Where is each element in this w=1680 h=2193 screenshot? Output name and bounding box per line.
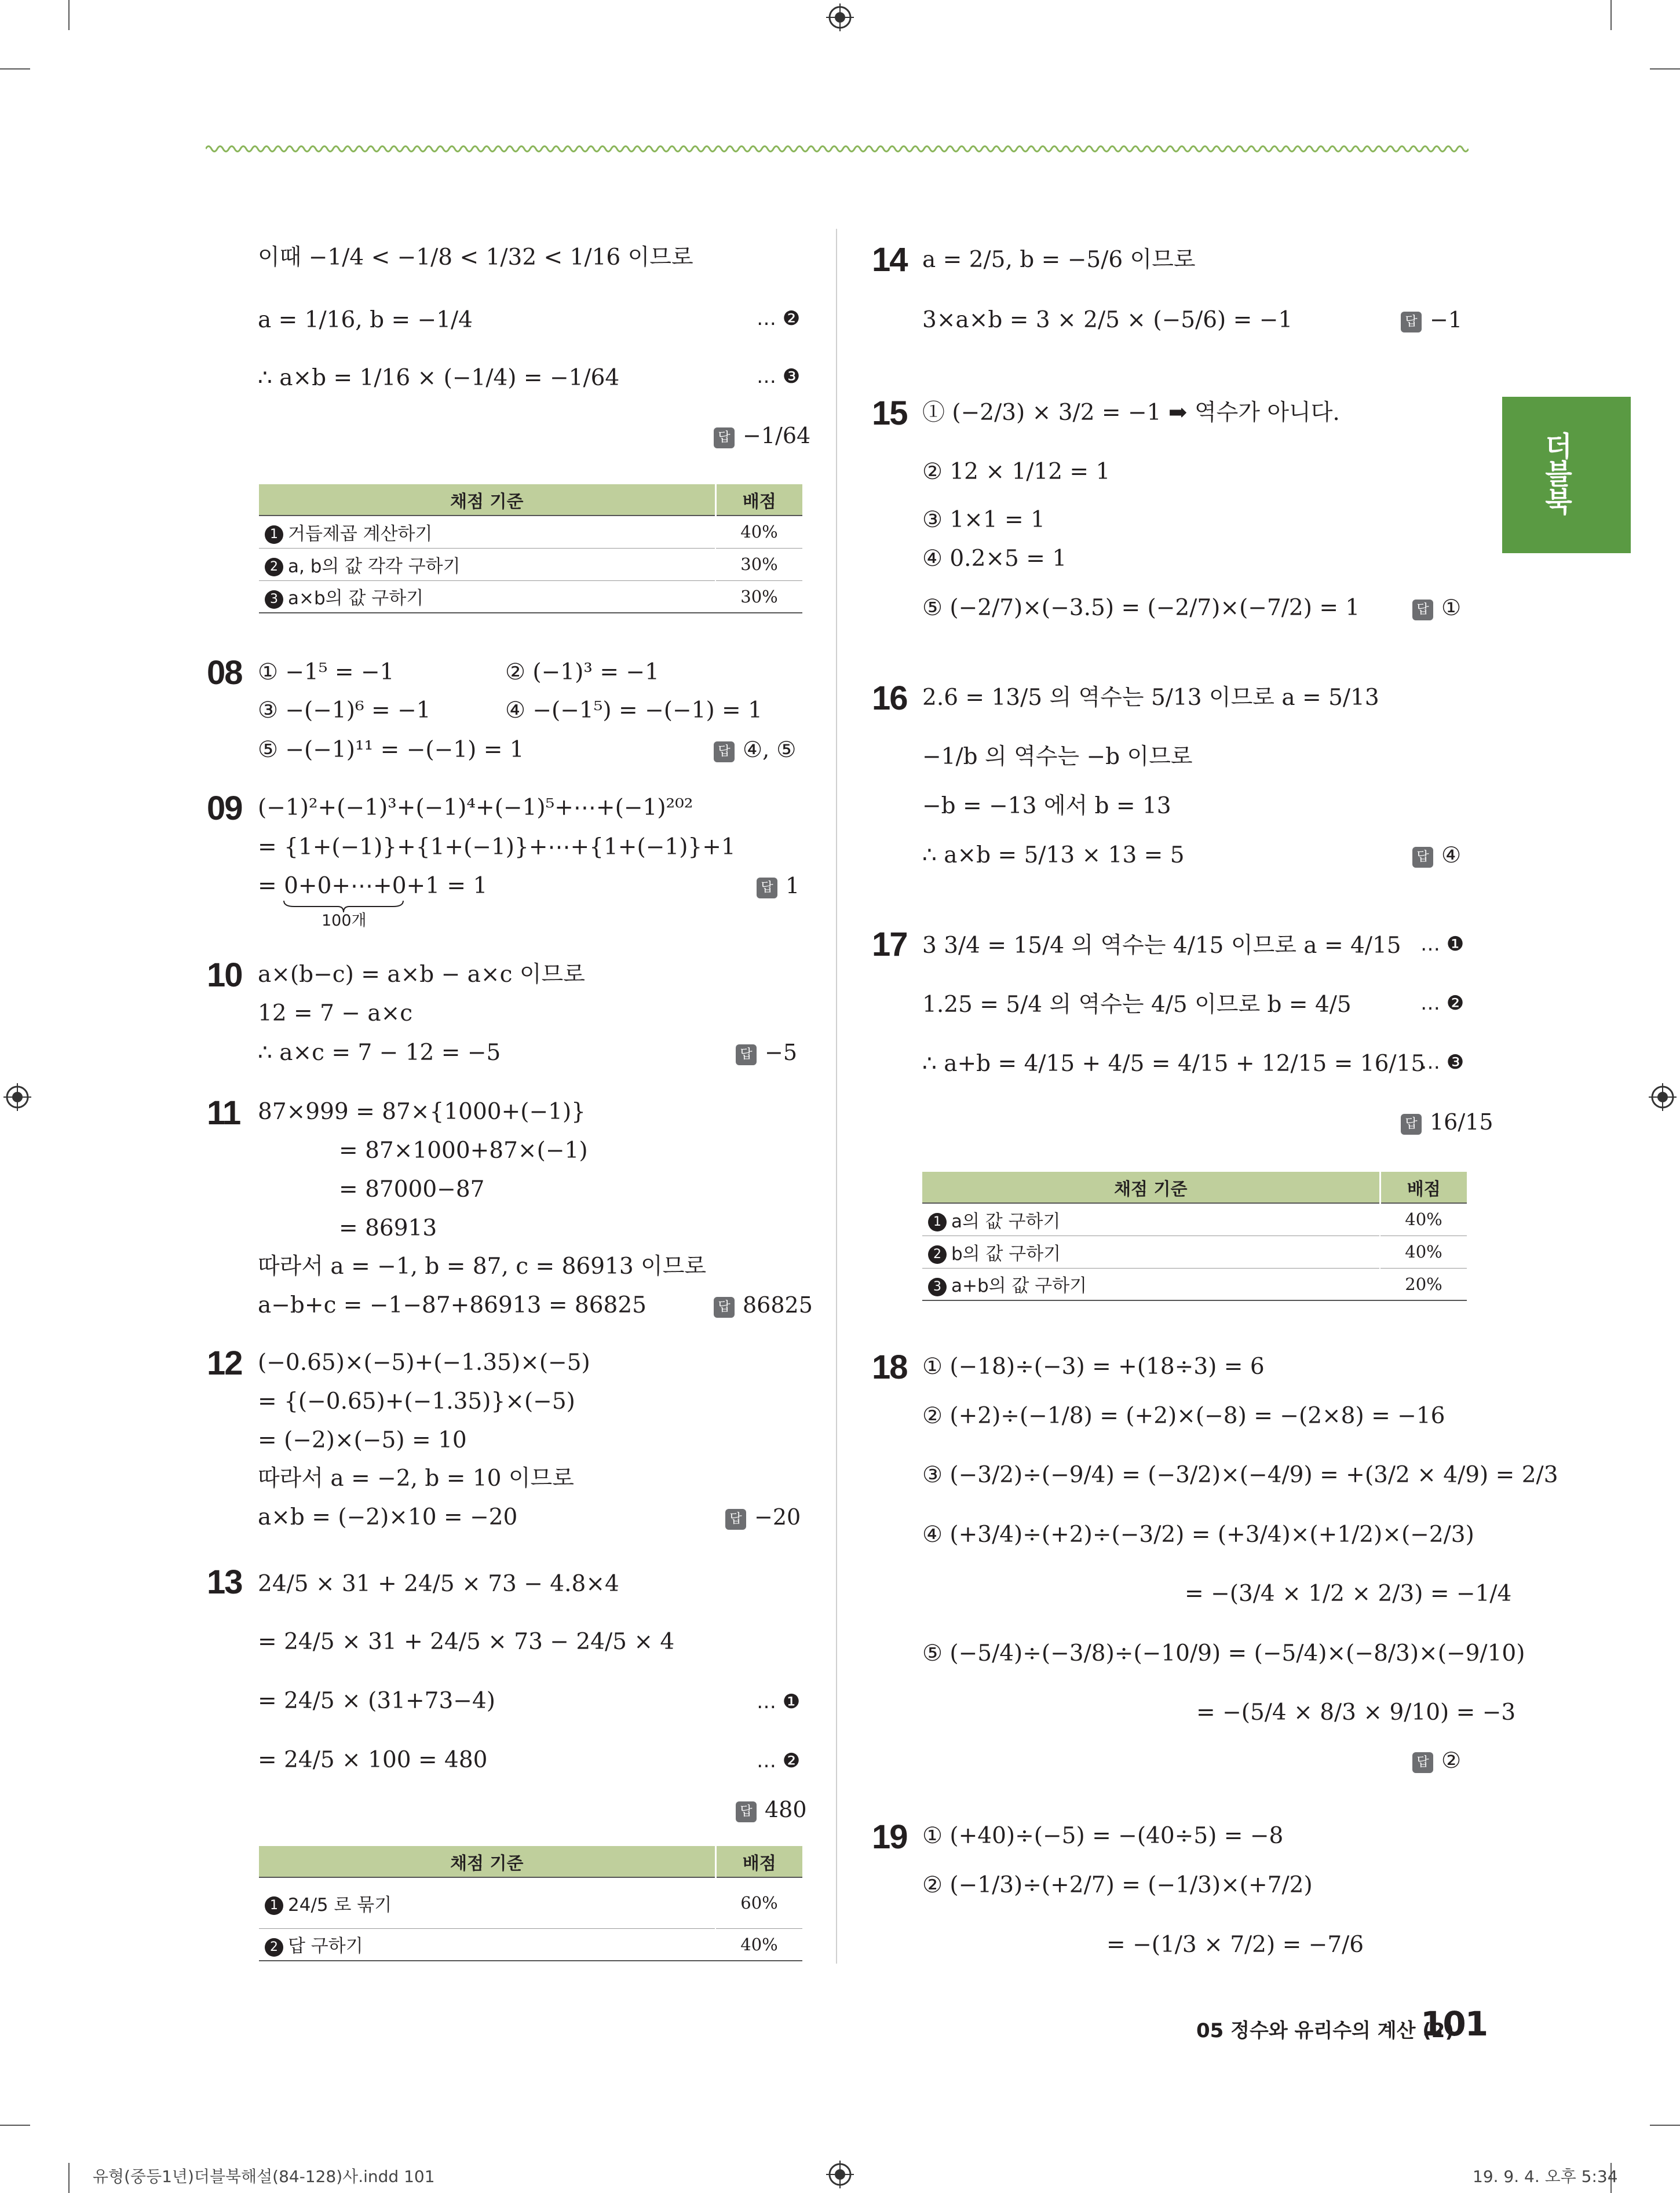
criterion-bullet: 1 [265, 525, 283, 544]
p07-line1: 이때 −1/4 < −1/8 < 1/32 < 1/16 이므로 [258, 244, 693, 271]
crop-mark-bottom-left-v [68, 2163, 70, 2193]
p08-line2a: ③ −(−1)⁶ = −1 [258, 697, 431, 723]
registration-mark-bottom-icon [826, 2161, 854, 2188]
p17-line1: 3 3/4 = 15/4 의 역수는 4/15 이므로 a = 4/15 [922, 933, 1401, 959]
p13-line3-mark: … ❶ [757, 1690, 801, 1713]
p13-answer-value: 480 [765, 1797, 807, 1822]
p11-line5: 따라서 a = −1, b = 87, c = 86913 이므로 [258, 1253, 707, 1280]
problem-number-09: 09 [207, 790, 242, 827]
answer-badge: 답 [714, 1297, 735, 1318]
p14-answer-value: −1 [1430, 307, 1463, 332]
p12-line2: = {(−0.65)+(−1.35)}×(−5) [258, 1388, 575, 1415]
problem-number-16: 16 [872, 679, 907, 717]
p12-line1: (−0.65)×(−5)+(−1.35)×(−5) [258, 1350, 590, 1376]
p13-answer [736, 1797, 807, 1822]
p11-answer [714, 1292, 813, 1318]
criterion-score: 20% [1380, 1268, 1467, 1300]
answer-badge: 답 [714, 427, 735, 448]
criterion-bullet: 1 [265, 1896, 283, 1915]
problem-number-11: 11 [207, 1094, 240, 1132]
side-tab-label: 더블북 [1540, 432, 1572, 515]
p11-line3: = 87000−87 [339, 1176, 485, 1203]
p18-line2: ② (+2)÷(−1/8) = (+2)×(−8) = −(2×8) = −16 [922, 1403, 1445, 1429]
criterion-score: 40% [715, 1928, 802, 1961]
problem-number-18: 18 [872, 1348, 907, 1386]
table-row [922, 1236, 1467, 1268]
p09-answer [757, 873, 799, 898]
problem-number-08: 08 [207, 654, 242, 692]
p15-line1: ① (−2/3) × 3/2 = −1 ➡ 역수가 아니다. [922, 400, 1340, 426]
p12-line5: a×b = (−2)×10 = −20 [258, 1504, 518, 1530]
criterion-text: a의 값 구하기 [951, 1211, 1061, 1232]
crop-mark-top-left [0, 68, 30, 70]
p11-line6: a−b+c = −1−87+86913 = 86825 [258, 1292, 647, 1318]
wavy-header-line [206, 142, 1469, 155]
problem-number-13: 13 [207, 1563, 242, 1601]
p07-line2-mark: … ❷ [757, 307, 801, 330]
table-row [922, 1268, 1467, 1300]
p10-line3: ∴ a×c = 7 − 12 = −5 [258, 1040, 501, 1066]
score-header-criterion: 채점 기준 [259, 1846, 715, 1877]
p18-answer-value: ② [1441, 1748, 1462, 1773]
p12-answer [725, 1504, 801, 1530]
crop-mark-top-right [1650, 68, 1680, 70]
answer-badge: 답 [1401, 1114, 1422, 1135]
page-number: 101 [1420, 2004, 1488, 2044]
table-row [259, 580, 802, 613]
criterion-bullet: 2 [265, 1938, 283, 1957]
table-row [259, 1877, 802, 1928]
answer-badge: 답 [757, 878, 777, 898]
p08-line2b: ④ −(−1⁵) = −(−1) = 1 [505, 697, 762, 723]
table-row [259, 516, 802, 548]
p17-answer [1401, 1109, 1493, 1135]
problem-number-10: 10 [207, 956, 242, 994]
p17-answer-value: 16/15 [1430, 1109, 1493, 1135]
criterion-text: 24/5 로 묶기 [288, 1894, 392, 1916]
p09-line1: (−1)²+(−1)³+(−1)⁴+(−1)⁵+⋯+(−1)²⁰² [258, 795, 693, 821]
criterion-bullet: 2 [265, 558, 283, 576]
p07-score-table [259, 484, 802, 613]
print-timestamp: 19. 9. 4. 오후 5:34 [1473, 2167, 1618, 2186]
p11-line2: = 87×1000+87×(−1) [339, 1138, 588, 1164]
p14-answer [1401, 307, 1462, 332]
criterion-text: 답 구하기 [288, 1936, 363, 1957]
p12-line4: 따라서 a = −2, b = 10 이므로 [258, 1465, 574, 1492]
p19-line3: = −(1/3 × 7/2) = −7/6 [1106, 1932, 1364, 1958]
p17-score-table [922, 1172, 1467, 1301]
criterion-text: a+b의 값 구하기 [951, 1275, 1087, 1297]
file-info: 유형(중등1년)더블북해설(84-128)사.indd 101 [93, 2167, 435, 2186]
p15-answer-value: ① [1441, 595, 1462, 620]
p13-line2: = 24/5 × 31 + 24/5 × 73 − 24/5 × 4 [258, 1629, 675, 1655]
p18-line7: = −(5/4 × 8/3 × 9/10) = −3 [1196, 1699, 1516, 1726]
p14-line2: 3×a×b = 3 × 2/5 × (−5/6) = −1 [922, 307, 1293, 333]
p11-answer-value: 86825 [743, 1292, 813, 1318]
p13-line3: = 24/5 × (31+73−4) [258, 1688, 495, 1714]
p19-line2: ② (−1/3)÷(+2/7) = (−1/3)×(+7/2) [922, 1872, 1313, 1898]
p13-line1: 24/5 × 31 + 24/5 × 73 − 4.8×4 [258, 1571, 619, 1597]
p13-line4: = 24/5 × 100 = 480 [258, 1747, 488, 1773]
p09-line3: = 0+0+⋯+0+1 = 1 [258, 873, 488, 899]
criterion-bullet: 3 [928, 1278, 947, 1296]
p13-score-table [259, 1846, 802, 1961]
p16-answer [1412, 842, 1461, 868]
criterion-bullet: 1 [928, 1213, 947, 1231]
p09-line2: = {1+(−1)}+{1+(−1)}+⋯+{1+(−1)}+1 [258, 834, 736, 860]
problem-number-14: 14 [872, 241, 907, 279]
table-row [259, 548, 802, 580]
p08-line1b: ② (−1)³ = −1 [505, 659, 659, 685]
problem-number-19: 19 [872, 1818, 907, 1856]
column-divider [836, 229, 837, 1964]
problem-number-17: 17 [872, 926, 907, 963]
p10-line2: 12 = 7 − a×c [258, 1000, 413, 1026]
p15-line4: ④ 0.2×5 = 1 [922, 546, 1067, 572]
crop-mark-bottom-left [0, 2125, 30, 2126]
answer-badge: 답 [1412, 1752, 1433, 1773]
p09-brace-label: 100개 [322, 912, 367, 930]
criterion-text: b의 값 구하기 [951, 1243, 1061, 1264]
registration-mark-right-icon [1649, 1083, 1677, 1111]
p15-line5: ⑤ (−2/7)×(−3.5) = (−2/7)×(−7/2) = 1 [922, 595, 1360, 621]
p07-line3-mark: … ❸ [757, 365, 801, 388]
answer-badge: 답 [736, 1044, 757, 1065]
p15-line2: ② 12 × 1/12 = 1 [922, 459, 1111, 485]
p17-line3: ∴ a+b = 4/15 + 4/5 = 4/15 + 12/15 = 16/15 [922, 1051, 1426, 1077]
p09-answer-value: 1 [786, 873, 800, 898]
p16-line3: −b = −13 에서 b = 13 [922, 793, 1171, 819]
p18-line5: = −(3/4 × 1/2 × 2/3) = −1/4 [1185, 1581, 1512, 1607]
score-header-points: 배점 [1380, 1172, 1467, 1203]
criterion-bullet: 3 [265, 590, 283, 609]
crop-mark-top-left-v [68, 0, 70, 30]
p17-line1-mark: … ❶ [1420, 933, 1464, 956]
score-header-criterion: 채점 기준 [259, 484, 715, 516]
p08-line1a: ① −1⁵ = −1 [258, 659, 395, 685]
p14-line1: a = 2/5, b = −5/6 이므로 [922, 247, 1196, 273]
criterion-score: 60% [715, 1877, 802, 1928]
score-header-points: 배점 [715, 484, 802, 516]
side-tab [1502, 397, 1631, 553]
p10-line1: a×(b−c) = a×b − a×c 이므로 [258, 962, 585, 988]
criterion-score: 30% [715, 548, 802, 580]
answer-badge: 답 [1412, 600, 1433, 620]
answer-badge: 답 [1401, 312, 1422, 332]
answer-badge: 답 [736, 1801, 757, 1822]
chapter-title: 05 정수와 유리수의 계산 (2) [1196, 2019, 1454, 2042]
score-header-criterion: 채점 기준 [922, 1172, 1380, 1203]
p11-line1: 87×999 = 87×{1000+(−1)} [258, 1099, 586, 1125]
p07-answer-value: −1/64 [743, 423, 811, 448]
p17-line2: 1.25 = 5/4 의 역수는 4/5 이므로 b = 4/5 [922, 992, 1352, 1018]
p07-answer [714, 423, 810, 448]
p08-line3a: ⑤ −(−1)¹¹ = −(−1) = 1 [258, 737, 524, 763]
p17-line3-mark: … ❸ [1420, 1051, 1464, 1074]
p16-answer-value: ④ [1441, 842, 1462, 868]
p16-line4: ∴ a×b = 5/13 × 13 = 5 [922, 842, 1185, 868]
p18-line6: ⑤ (−5/4)÷(−3/8)÷(−10/9) = (−5/4)×(−8/3)×(−9/10) [922, 1640, 1525, 1666]
criterion-score: 30% [715, 580, 802, 613]
registration-mark-top-icon [826, 3, 854, 31]
p18-line1: ① (−18)÷(−3) = +(18÷3) = 6 [922, 1354, 1265, 1380]
p15-line3: ③ 1×1 = 1 [922, 507, 1045, 533]
table-row [259, 1928, 802, 1961]
crop-mark-top-right-v [1610, 0, 1612, 30]
p10-answer-value: −5 [765, 1040, 798, 1065]
p17-line2-mark: … ❷ [1420, 992, 1464, 1015]
table-row [922, 1203, 1467, 1236]
criterion-bullet: 2 [928, 1245, 947, 1264]
answer-badge: 답 [1412, 847, 1433, 868]
registration-mark-left-icon [3, 1083, 31, 1111]
p10-answer [736, 1040, 797, 1065]
p15-answer [1412, 595, 1461, 620]
p18-line4: ④ (+3/4)÷(+2)÷(−3/2) = (+3/4)×(+1/2)×(−2/3) [922, 1522, 1474, 1548]
p13-line4-mark: … ❷ [757, 1749, 801, 1772]
p07-line3: ∴ a×b = 1/16 × (−1/4) = −1/64 [258, 365, 620, 391]
p08-answer-value: ④, ⑤ [743, 737, 797, 762]
p07-line2: a = 1/16, b = −1/4 [258, 307, 473, 333]
p19-line1: ① (+40)÷(−5) = −(40÷5) = −8 [922, 1823, 1284, 1849]
p18-answer [1412, 1748, 1461, 1773]
criterion-score: 40% [715, 516, 802, 548]
problem-number-12: 12 [207, 1344, 242, 1382]
answer-badge: 답 [714, 741, 735, 762]
problem-number-15: 15 [872, 394, 907, 432]
criterion-text: a×b의 값 구하기 [288, 588, 424, 609]
p08-answer [714, 737, 796, 762]
p16-line2: −1/b 의 역수는 −b 이므로 [922, 744, 1193, 770]
score-header-points: 배점 [715, 1846, 802, 1877]
p12-line3: = (−2)×(−5) = 10 [258, 1427, 467, 1453]
criterion-score: 40% [1380, 1236, 1467, 1268]
criterion-text: 거듭제곱 계산하기 [288, 523, 433, 544]
criterion-score: 40% [1380, 1203, 1467, 1236]
p11-line4: = 86913 [339, 1215, 437, 1241]
p12-answer-value: −20 [754, 1504, 801, 1530]
answer-badge: 답 [725, 1509, 746, 1530]
p18-line3: ③ (−3/2)÷(−9/4) = (−3/2)×(−4/9) = +(3/2 × 4/9) = 2/3 [922, 1462, 1558, 1488]
criterion-text: a, b의 값 각각 구하기 [288, 555, 461, 577]
crop-mark-bottom-right [1650, 2125, 1680, 2126]
p16-line1: 2.6 = 13/5 의 역수는 5/13 이므로 a = 5/13 [922, 685, 1379, 711]
